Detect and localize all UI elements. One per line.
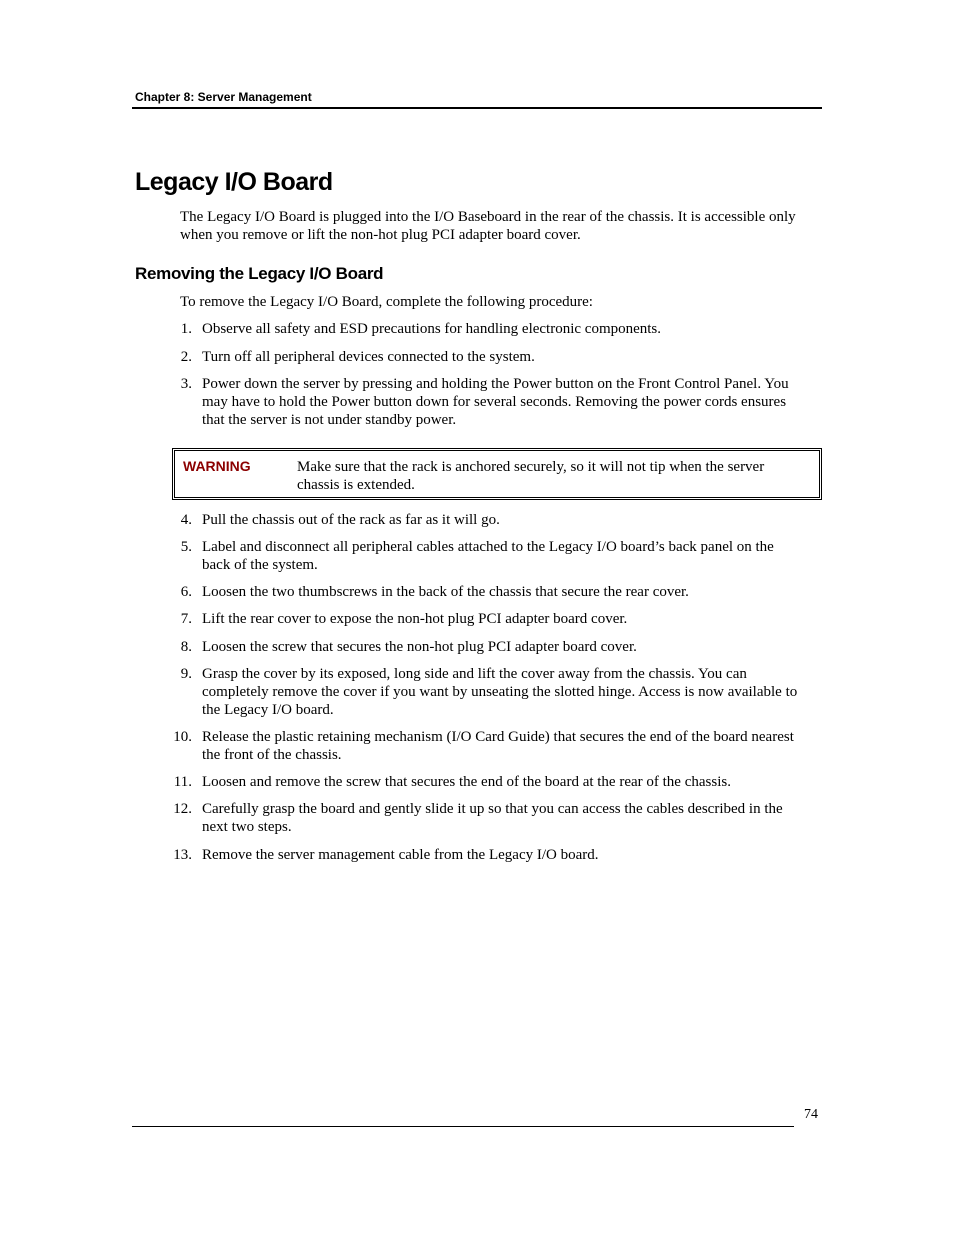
step-text: Carefully grasp the board and gently slide it up so that you can access the cables described in the next two steps.	[202, 801, 783, 835]
step-number: 13.	[173, 847, 192, 863]
running-header: Chapter 8: Server Management	[135, 90, 312, 104]
step-number: 6.	[180, 584, 192, 600]
step-number: 4.	[180, 512, 192, 528]
step-text: Observe all safety and ESD precautions for handling electronic components.	[202, 321, 662, 337]
section-title: Legacy I/O Board	[135, 168, 333, 196]
section-intro: The Legacy I/O Board is plugged into the I/O Baseboard in the rear of the chassis. It is accessible only when you remove or lift the non-hot plug PCI adapter board cover.	[180, 209, 796, 243]
step-text: Grasp the cover by its exposed, long side and lift the cover away from the chassis. You can completely remove the cover if you want by unseating the slotted hinge. Access is now available to the Legacy I/O board.	[202, 666, 798, 718]
header-rule	[132, 107, 822, 109]
step-text: Turn off all peripheral devices connected to the system.	[202, 349, 535, 365]
warning-box	[172, 448, 822, 500]
step-text: Power down the server by pressing and holding the Power button on the Front Control Panel. You may have to hold the Power button down for several seconds. Removing the power cords ensures that the server is not under standby power.	[202, 376, 789, 428]
step-number: 3.	[180, 376, 192, 392]
step-number: 1.	[180, 321, 192, 337]
step-text: Lift the rear cover to expose the non-hot plug PCI adapter board cover.	[202, 611, 628, 627]
step-number: 10.	[173, 729, 192, 745]
step-text: Pull the chassis out of the rack as far as it will go.	[202, 512, 500, 528]
step-text: Loosen the screw that secures the non-hot plug PCI adapter board cover.	[202, 639, 637, 655]
step-number: 12.	[173, 801, 192, 817]
procedure-intro: To remove the Legacy I/O Board, complete the following procedure:	[180, 294, 593, 310]
step-text: Release the plastic retaining mechanism (I/O Card Guide) that secures the end of the board nearest the front of the chassis.	[202, 729, 794, 763]
subsection-title: Removing the Legacy I/O Board	[135, 264, 384, 283]
step-number: 8.	[180, 639, 192, 655]
step-number: 2.	[180, 349, 192, 365]
step-text: Label and disconnect all peripheral cables attached to the Legacy I/O board’s back panel on the back of the system.	[202, 539, 774, 573]
step-number: 9.	[180, 666, 192, 682]
step-text: Loosen the two thumbscrews in the back of the chassis that secure the rear cover.	[202, 584, 689, 600]
warning-label: WARNING	[183, 458, 251, 474]
step-text: Loosen and remove the screw that secures the end of the board at the rear of the chassis.	[202, 774, 731, 790]
step-text: Remove the server management cable from the Legacy I/O board.	[202, 847, 599, 863]
footer-rule	[132, 1126, 794, 1127]
page-number: 74	[804, 1107, 818, 1122]
step-number: 5.	[180, 539, 192, 555]
warning-text: Make sure that the rack is anchored securely, so it will not tip when the server chassis is extended.	[297, 459, 765, 493]
step-number: 7.	[180, 611, 192, 627]
step-number: 11.	[173, 774, 192, 790]
